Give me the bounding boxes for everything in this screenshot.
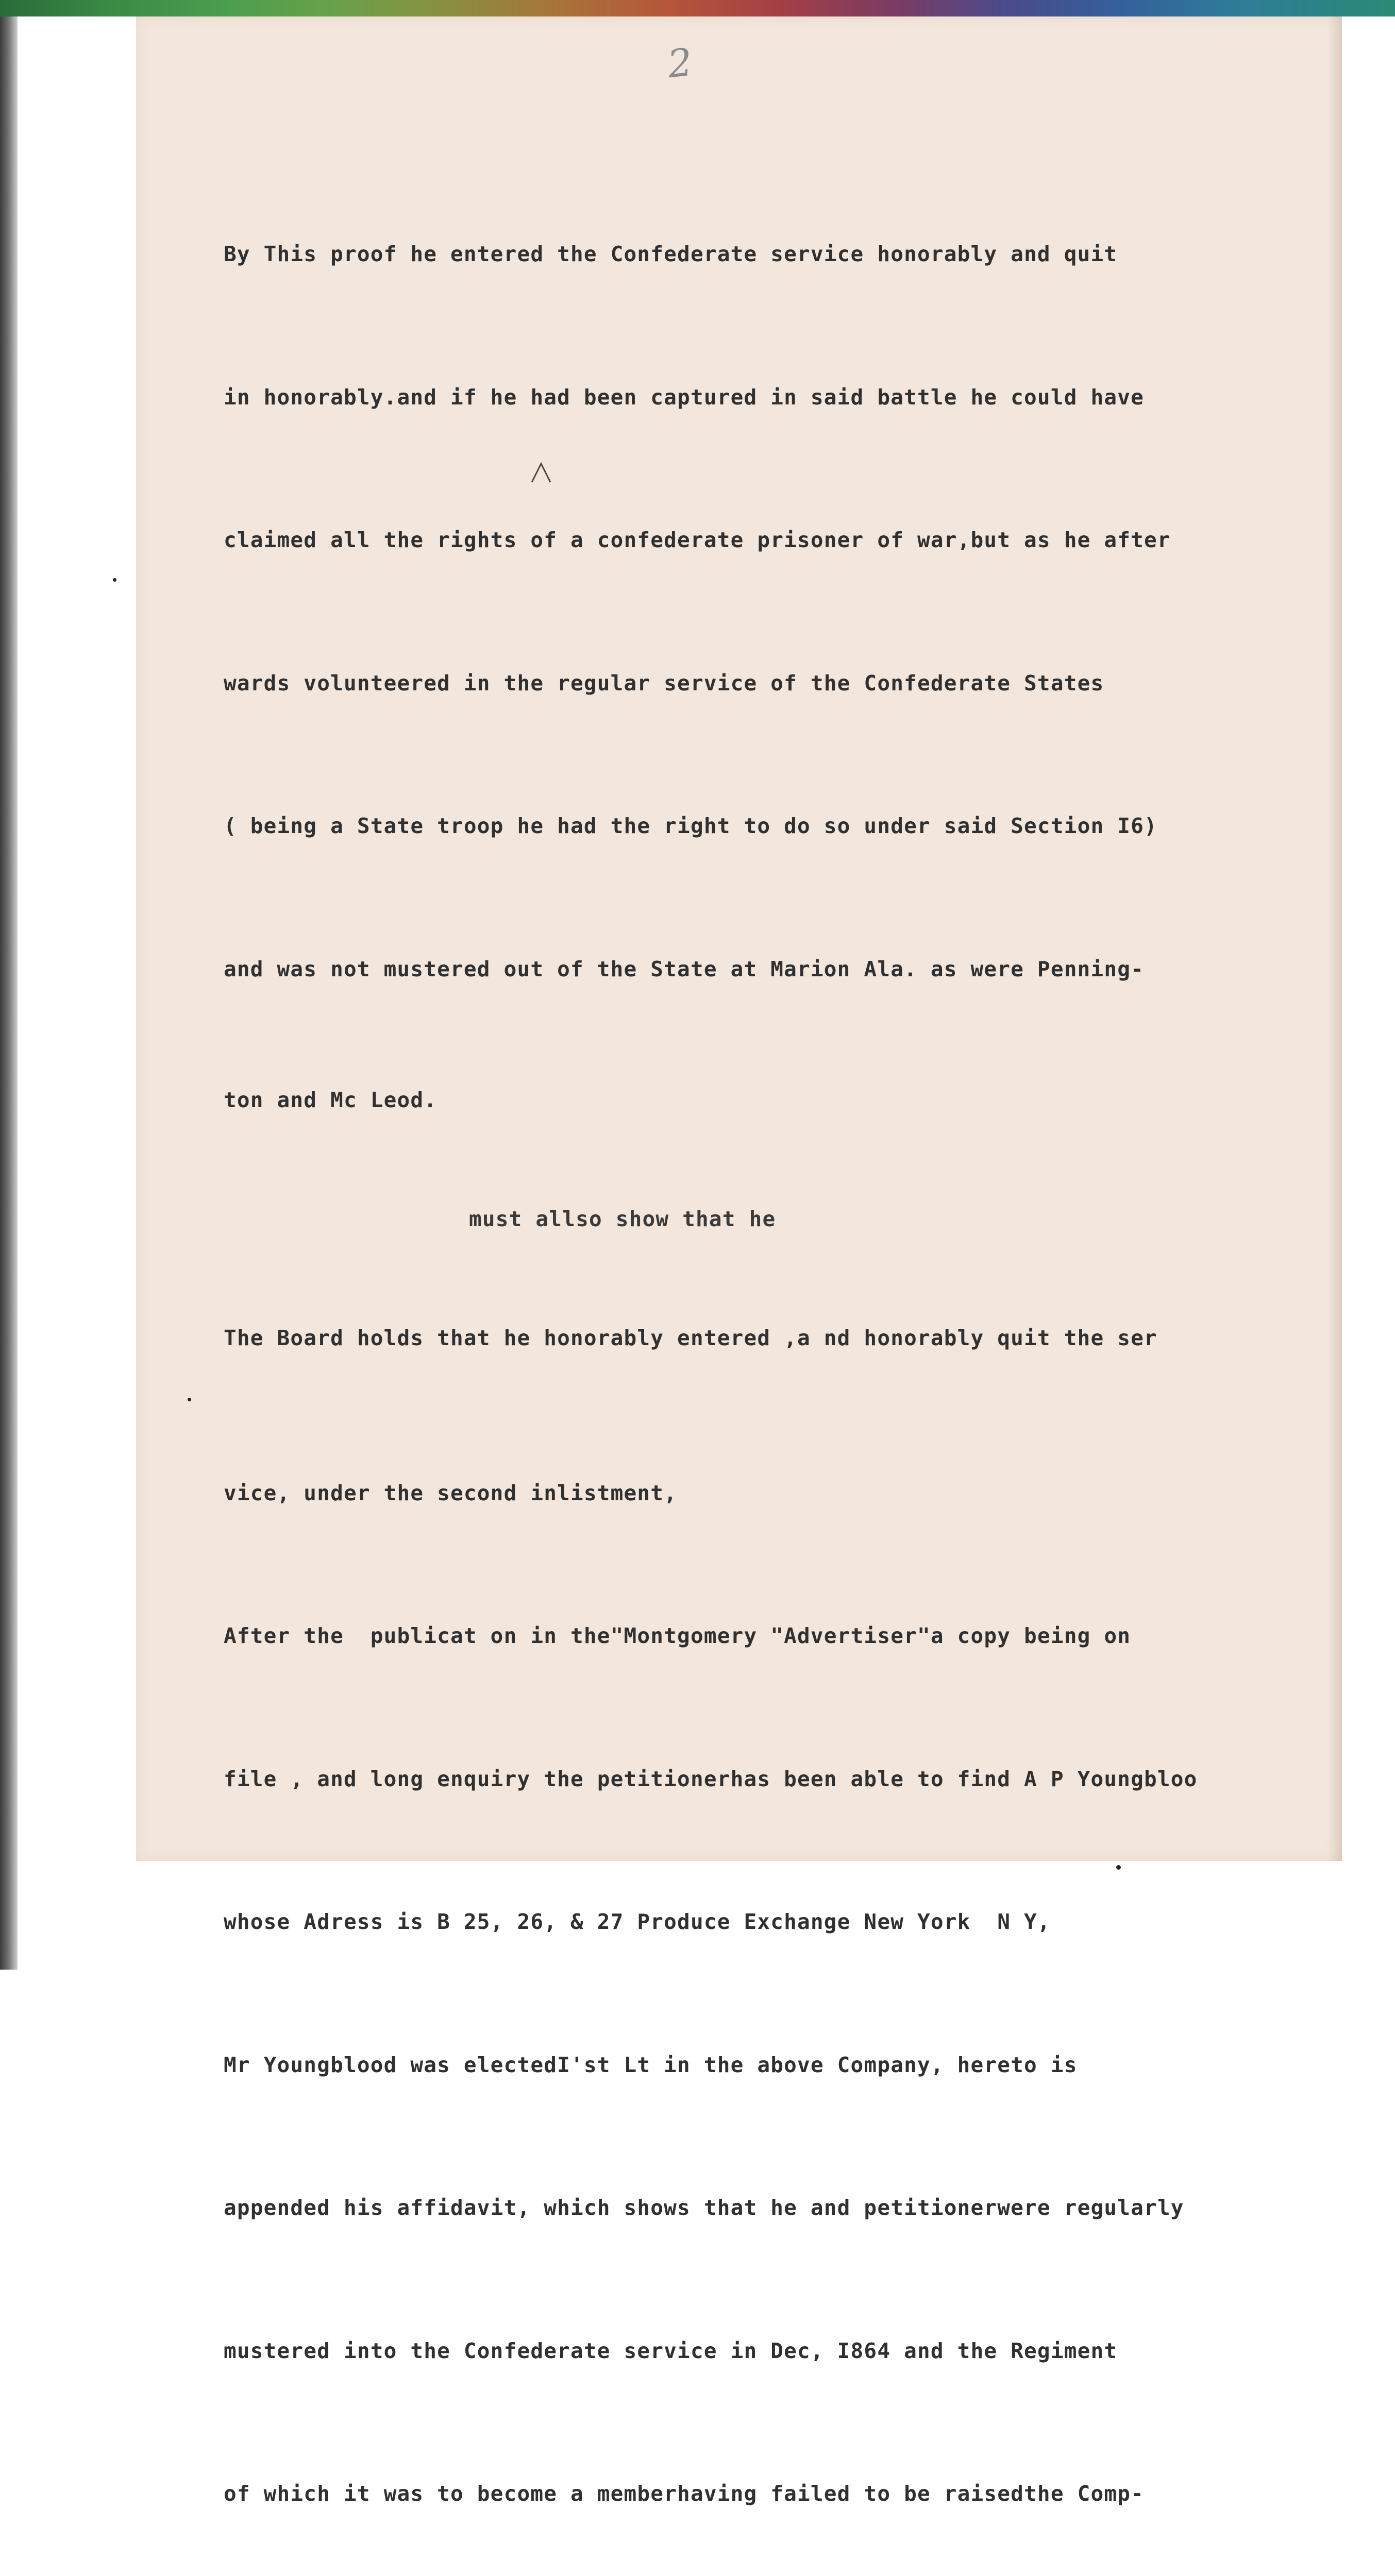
text-line: ton and Mc Leod.	[224, 1088, 438, 1112]
text-line: file , and long enquiry the petitionerhas been able to find A P Youngbloo	[224, 1766, 1198, 1791]
text-line: ( being a State troop he had the right to do so under said Section I6)	[224, 814, 1157, 838]
text-line: claimed all the rights of a confederate prisoner of war,but as he after	[224, 528, 1171, 552]
text-line: of which it was to become a memberhaving failed to be raisedthe Comp-	[224, 2481, 1145, 2506]
text-line: wards volunteered in the regular service of the Confederate States	[224, 670, 1104, 696]
ink-speck	[1116, 1865, 1121, 1870]
interlinear-insertion: must allso show that he	[469, 1207, 776, 1231]
typed-text-body	[224, 135, 1332, 2576]
text-line: and was not mustered out of the State at Marion Ala. as were Penning-	[224, 956, 1145, 981]
text-line: in honorably.and if he had been captured in said battle he could have	[224, 384, 1145, 410]
text-line: mustered into the Confederate service in Dec, I864 and the Regiment	[224, 2338, 1118, 2363]
text-line: vice, under the second inlistment,	[224, 1480, 678, 1505]
caret-insertion-mark	[529, 460, 553, 485]
text-line: By This proof he entered the Confederate service honorably and quit	[224, 242, 1118, 266]
text-line: Mr Youngblood was electedI'st Lt in the above Company, hereto is	[224, 2052, 1078, 2077]
typed-page	[136, 16, 1342, 2506]
ink-speck	[188, 1398, 191, 1401]
text-line: appended his affidavit, which shows that he and petitionerwere regularly	[224, 2195, 1184, 2220]
ink-speck	[113, 578, 116, 582]
text-line: The Board holds that he honorably entered ,a nd honorably quit the ser	[224, 1326, 1157, 1350]
text-line: After the publicat on in the"Montgomery "Advertiser"a copy being on	[224, 1623, 1131, 1648]
page-number: 2	[665, 40, 695, 87]
scanner-color-strip	[0, 0, 1395, 16]
scanner-edge	[0, 16, 18, 1970]
text-line: whose Adress is B 25, 26, & 27 Produce Exchange New York N Y,	[224, 1909, 1051, 1934]
